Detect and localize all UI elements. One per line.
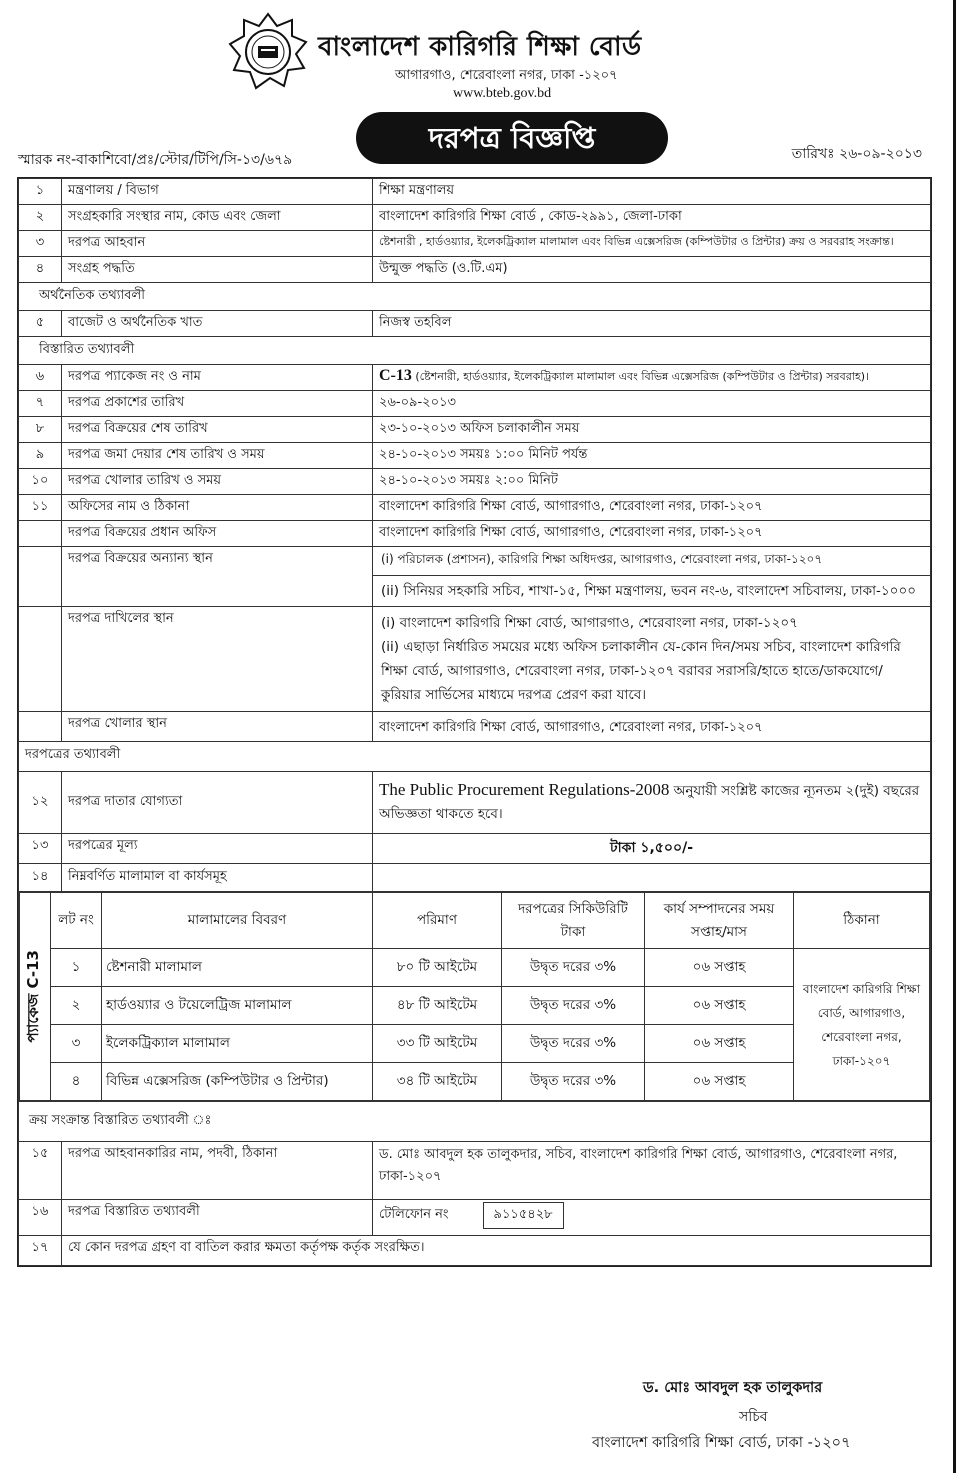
row-label: সংগ্রহ পদ্ধতি [62,257,373,283]
row-number [19,712,62,742]
row-value: বাংলাদেশ কারিগরি শিক্ষা বোর্ড, আগারগাও, শেরেবাংলা নগর, ঢাকা-১২০৭ [373,495,931,521]
tender-details-table [17,177,932,1267]
lot-header: লট নং [51,893,102,949]
row-value [373,864,931,892]
row-value: শিক্ষা মন্ত্রণালয় [373,179,931,205]
package-label-cell [20,893,51,1101]
row-value: বাংলাদেশ কারিগরি শিক্ষা বোর্ড , কোড-২৯৯১, জেলা-ঢাকা [373,205,931,231]
section-header [19,1102,931,1142]
row-value: যে কোন দরপত্র গ্রহণ বা বাতিল করার ক্ষমতা কর্তৃপক্ষ কর্তৃক সংরক্ষিত। [62,1236,931,1266]
row-label: দরপত্র বিক্রয়ের প্রধান অফিস [62,521,373,547]
regulation-name: The Public Procurement Regulations-2008 [379,779,670,799]
row-number: ১৬ [19,1200,62,1236]
section-title: অর্থনৈতিক তথ্যাবলী [19,283,931,311]
table-row [19,391,931,417]
row-number: ১২ [19,772,62,834]
row-number: ২ [19,205,62,231]
qualification-text: অনুযায়ী সংশ্লিষ্ট কাজের ন্যূনতম ২(দুই) বছরের অভিজ্ঞতা থাকতে হবে। [379,782,920,822]
row-value: ২৩-১০-২০১৩ অফিস চলাকালীন সময় [373,417,931,443]
row-label: দরপত্র আহবান [62,231,373,257]
package-label: প্যাকেজ C-13 [24,950,42,1043]
row-number: ৯ [19,443,62,469]
lot-header: দরপত্রের সিকিউরিটি টাকা [502,893,645,949]
row-number: ৮ [19,417,62,443]
lot-header: কার্য সম্পাদনের সময় সপ্তাহ/মাস [645,893,794,949]
row-label: দরপত্র বিক্রয়ের শেষ তারিখ [62,417,373,443]
row-label: অফিসের নাম ও ঠিকানা [62,495,373,521]
row-number: ৪ [19,257,62,283]
lot-no: ১ [51,949,102,987]
signatory-org: বাংলাদেশ কারিগরি শিক্ষা বোর্ড, ঢাকা -১২০৭ [592,1435,851,1451]
row-label: দরপত্র বিস্তারিত তথ্যাবলী [62,1200,373,1236]
signatory-title: সচিব [739,1409,768,1425]
row-number: ৫ [19,311,62,337]
row-value: ষ্টেশনারী , হার্ডওয়্যার, ইলেকট্রিক্যাল মালামাল এবং বিভিন্ন এক্সেসরিজ (কম্পিউটার ও প্রিন্টার) ক্রয় ও সরবরাহ সংক্রান্ত। [373,231,931,257]
row-number: ১ [19,179,62,205]
tender-price: টাকা ১,৫০০/- [373,834,931,864]
phone-number: ৯১১৫৪২৮ [483,1202,564,1229]
section-header [19,283,931,311]
row-value [373,365,931,391]
row-number: ১১ [19,495,62,521]
row-value: উন্মুক্ত পদ্ধতি (ও.টি.এম) [373,257,931,283]
table-row [20,1063,930,1101]
phone-label: টেলিফোন নং [379,1207,449,1222]
table-row [19,1200,931,1236]
row-label: সংগ্রহকারি সংস্থার নাম, কোড এবং জেলা [62,205,373,231]
section-header [19,742,931,772]
section-title: বিস্তারিত তথ্যাবলী [19,337,931,365]
lot-security: উদ্বৃত দরের ৩% [502,1063,645,1101]
row-label: দরপত্র দাতার যোগ্যতা [62,772,373,834]
sale-place-1: (i) পরিচালক (প্রশাসন), কারিগরি শিক্ষা অধিদপ্তর, আগারগাও, শেরেবাংলা নগর, ঢাকা-১২০৭ [373,547,930,576]
row-number [19,521,62,547]
row-value: বাংলাদেশ কারিগরি শিক্ষা বোর্ড, আগারগাও, শেরেবাংলা নগর, ঢাকা-১২০৭ [373,521,931,547]
row-value: ২৬-০৯-২০১৩ [373,391,931,417]
row-value [373,772,931,834]
page-edge-line [953,0,956,1473]
row-label: দরপত্রের মূল্য [62,834,373,864]
notice-title: দরপত্র বিজ্ঞপ্তি [356,112,668,164]
table-row [19,607,931,712]
notice-date: তারিখঃ ২৬-০৯-২০১৩ [791,146,922,162]
row-value: নিজস্ব তহবিল [373,311,931,337]
table-row [19,311,931,337]
section-title: ক্রয় সংক্রান্ত বিস্তারিত তথ্যাবলী ঃ [19,1102,931,1142]
row-number [19,547,62,607]
table-row [20,1025,930,1063]
row-value [373,607,931,712]
row-label: দরপত্র প্রকাশের তারিখ [62,391,373,417]
lot-no: ৪ [51,1063,102,1101]
row-label: দরপত্র আহবানকারির নাম, পদবী, ঠিকানা [62,1142,373,1200]
row-label: দরপত্র জমা দেয়ার শেষ তারিখ ও সময় [62,443,373,469]
table-row [19,772,931,834]
table-row [20,987,930,1025]
lot-qty: ৮০ টি আইটেম [373,949,502,987]
row-label: দরপত্র দাখিলের স্থান [62,607,373,712]
lot-header: ঠিকানা [794,893,930,949]
table-row [19,495,931,521]
board-seal-logo [228,12,308,92]
row-value: বাংলাদেশ কারিগরি শিক্ষা বোর্ড, আগারগাও, শেরেবাংলা নগর, ঢাকা-১২০৭ [373,712,931,742]
row-label: দরপত্র বিক্রয়ের অন্যান্য স্থান [62,547,373,607]
row-label: দরপত্র খোলার স্থান [62,712,373,742]
sale-place-2: (ii) সিনিয়র সহকারি সচিব, শাখা-১৫, শিক্ষা মন্ত্রণালয়, ভবন নং-৬, বাংলাদেশ সচিবালয়, ঢাকা-১০০০ [381,583,916,599]
table-row [19,864,931,892]
memo-number: স্মারক নং-বাকাশিবো/প্রঃ/স্টোর/টিপি/সি-১৩/৬৭৯ [18,152,293,168]
lot-security: উদ্বৃত দরের ৩% [502,1025,645,1063]
lot-header-row [20,893,930,949]
row-number: ১০ [19,469,62,495]
lot-time: ০৬ সপ্তাহ [645,1025,794,1063]
row-value [373,1200,931,1236]
table-row [19,1236,931,1266]
row-value: ড. মোঃ আবদুল হক তালুকদার, সচিব, বাংলাদেশ কারিগরি শিক্ষা বোর্ড, আগারগাও, শেরেবাংলা নগর, ঢাকা-১২০৭ [373,1142,931,1200]
section-title: দরপত্রের তথ্যাবলী [19,742,931,772]
section-header [19,337,931,365]
table-row [19,365,931,391]
row-number: ১৩ [19,834,62,864]
row-number: ৭ [19,391,62,417]
table-row [19,417,931,443]
table-row [19,469,931,495]
row-label: দরপত্র প্যাকেজ নং ও নাম [62,365,373,391]
lot-time: ০৬ সপ্তাহ [645,1063,794,1101]
table-row [19,257,931,283]
lot-address: বাংলাদেশ কারিগরি শিক্ষা বোর্ড, আগারগাও, শেরেবাংলা নগর, ঢাকা-১২০৭ [794,949,930,1101]
lot-desc: ষ্টেশনারী মালামাল [102,949,373,987]
lot-desc: ইলেকট্রিক্যাল মালামাল [102,1025,373,1063]
lot-no: ২ [51,987,102,1025]
lot-table [19,892,930,1101]
row-label: নিম্নবর্ণিত মালামাল বা কার্যসমূহ [62,864,373,892]
row-number: ৩ [19,231,62,257]
lot-security: উদ্বৃত দরের ৩% [502,987,645,1025]
lot-no: ৩ [51,1025,102,1063]
lot-qty: ৪৮ টি আইটেম [373,987,502,1025]
lot-qty: ৩৩ টি আইটেম [373,1025,502,1063]
table-row [19,205,931,231]
row-value: ২৪-১০-২০১৩ সময়ঃ ২:০০ মিনিট [373,469,931,495]
row-value [373,547,931,607]
lot-time: ০৬ সপ্তাহ [645,987,794,1025]
table-row [19,834,931,864]
lot-desc: হার্ডওয়্যার ও টয়েলেট্রিজ মালামাল [102,987,373,1025]
table-row [19,521,931,547]
table-row [19,712,931,742]
package-code: C-13 [379,367,412,384]
table-row [19,231,931,257]
row-label: বাজেট ও অর্থনৈতিক খাত [62,311,373,337]
row-number [19,607,62,712]
signatory-name: ড. মোঃ আবদুল হক তালুকদার [643,1380,823,1396]
lot-desc: বিভিন্ন এক্সেসরিজ (কম্পিউটার ও প্রিন্টার) [102,1063,373,1101]
lot-table-wrapper [19,892,931,1102]
table-row [19,179,931,205]
submit-place-1: (i) বাংলাদেশ কারিগরি শিক্ষা বোর্ড, আগারগাও, শেরেবাংলা নগর, ঢাকা-১২০৭ [381,615,798,631]
table-row [20,949,930,987]
table-row [19,443,931,469]
website-link[interactable]: www.bteb.gov.bd [453,86,552,101]
table-row [19,547,931,607]
organization-address: আগারগাও, শেরেবাংলা নগর, ঢাকা -১২০৭ [395,68,618,83]
organization-name: বাংলাদেশ কারিগরি শিক্ষা বোর্ড [318,32,642,62]
row-label: মন্ত্রণালয় / বিভাগ [62,179,373,205]
lot-qty: ৩৪ টি আইটেম [373,1063,502,1101]
row-number: ৬ [19,365,62,391]
row-value: ২৪-১০-২০১৩ সময়ঃ ১:০০ মিনিট পর্যন্ত [373,443,931,469]
lot-table-cell [19,892,931,1102]
lot-time: ০৬ সপ্তাহ [645,949,794,987]
lot-header: পরিমাণ [373,893,502,949]
row-number: ১৫ [19,1142,62,1200]
table-row [19,1142,931,1200]
row-number: ১৭ [19,1236,62,1266]
lot-security: উদ্বৃত দরের ৩% [502,949,645,987]
row-label: দরপত্র খোলার তারিখ ও সময় [62,469,373,495]
lot-header: মালামালের বিবরণ [102,893,373,949]
row-number: ১৪ [19,864,62,892]
package-name: (ষ্টেশনারী, হার্ডওয়্যার, ইলেকট্রিক্যাল মালামাল এবং বিভিন্ন এক্সেসরিজ (কম্পিউটার ও প্রিন্টার) সরবরাহ)। [415,370,869,383]
submit-place-2: (ii) এছাড়া নির্ধারিত সময়ের মধ্যে অফিস চলাকালীন যে-কোন দিন/সময় সচিব, বাংলাদেশ কারিগরি শিক্ষা বোর্ড, আগারগাও, শেরেবাংলা নগর, ঢাকা-১২০৭ বরাবর সরাসরি/হাতে হাতে/ডাকযোগে/কুরিয়ার সার্ভিসের মাধ্যমে দরপত্র প্রেরণ করা যাবে। [381,639,901,703]
